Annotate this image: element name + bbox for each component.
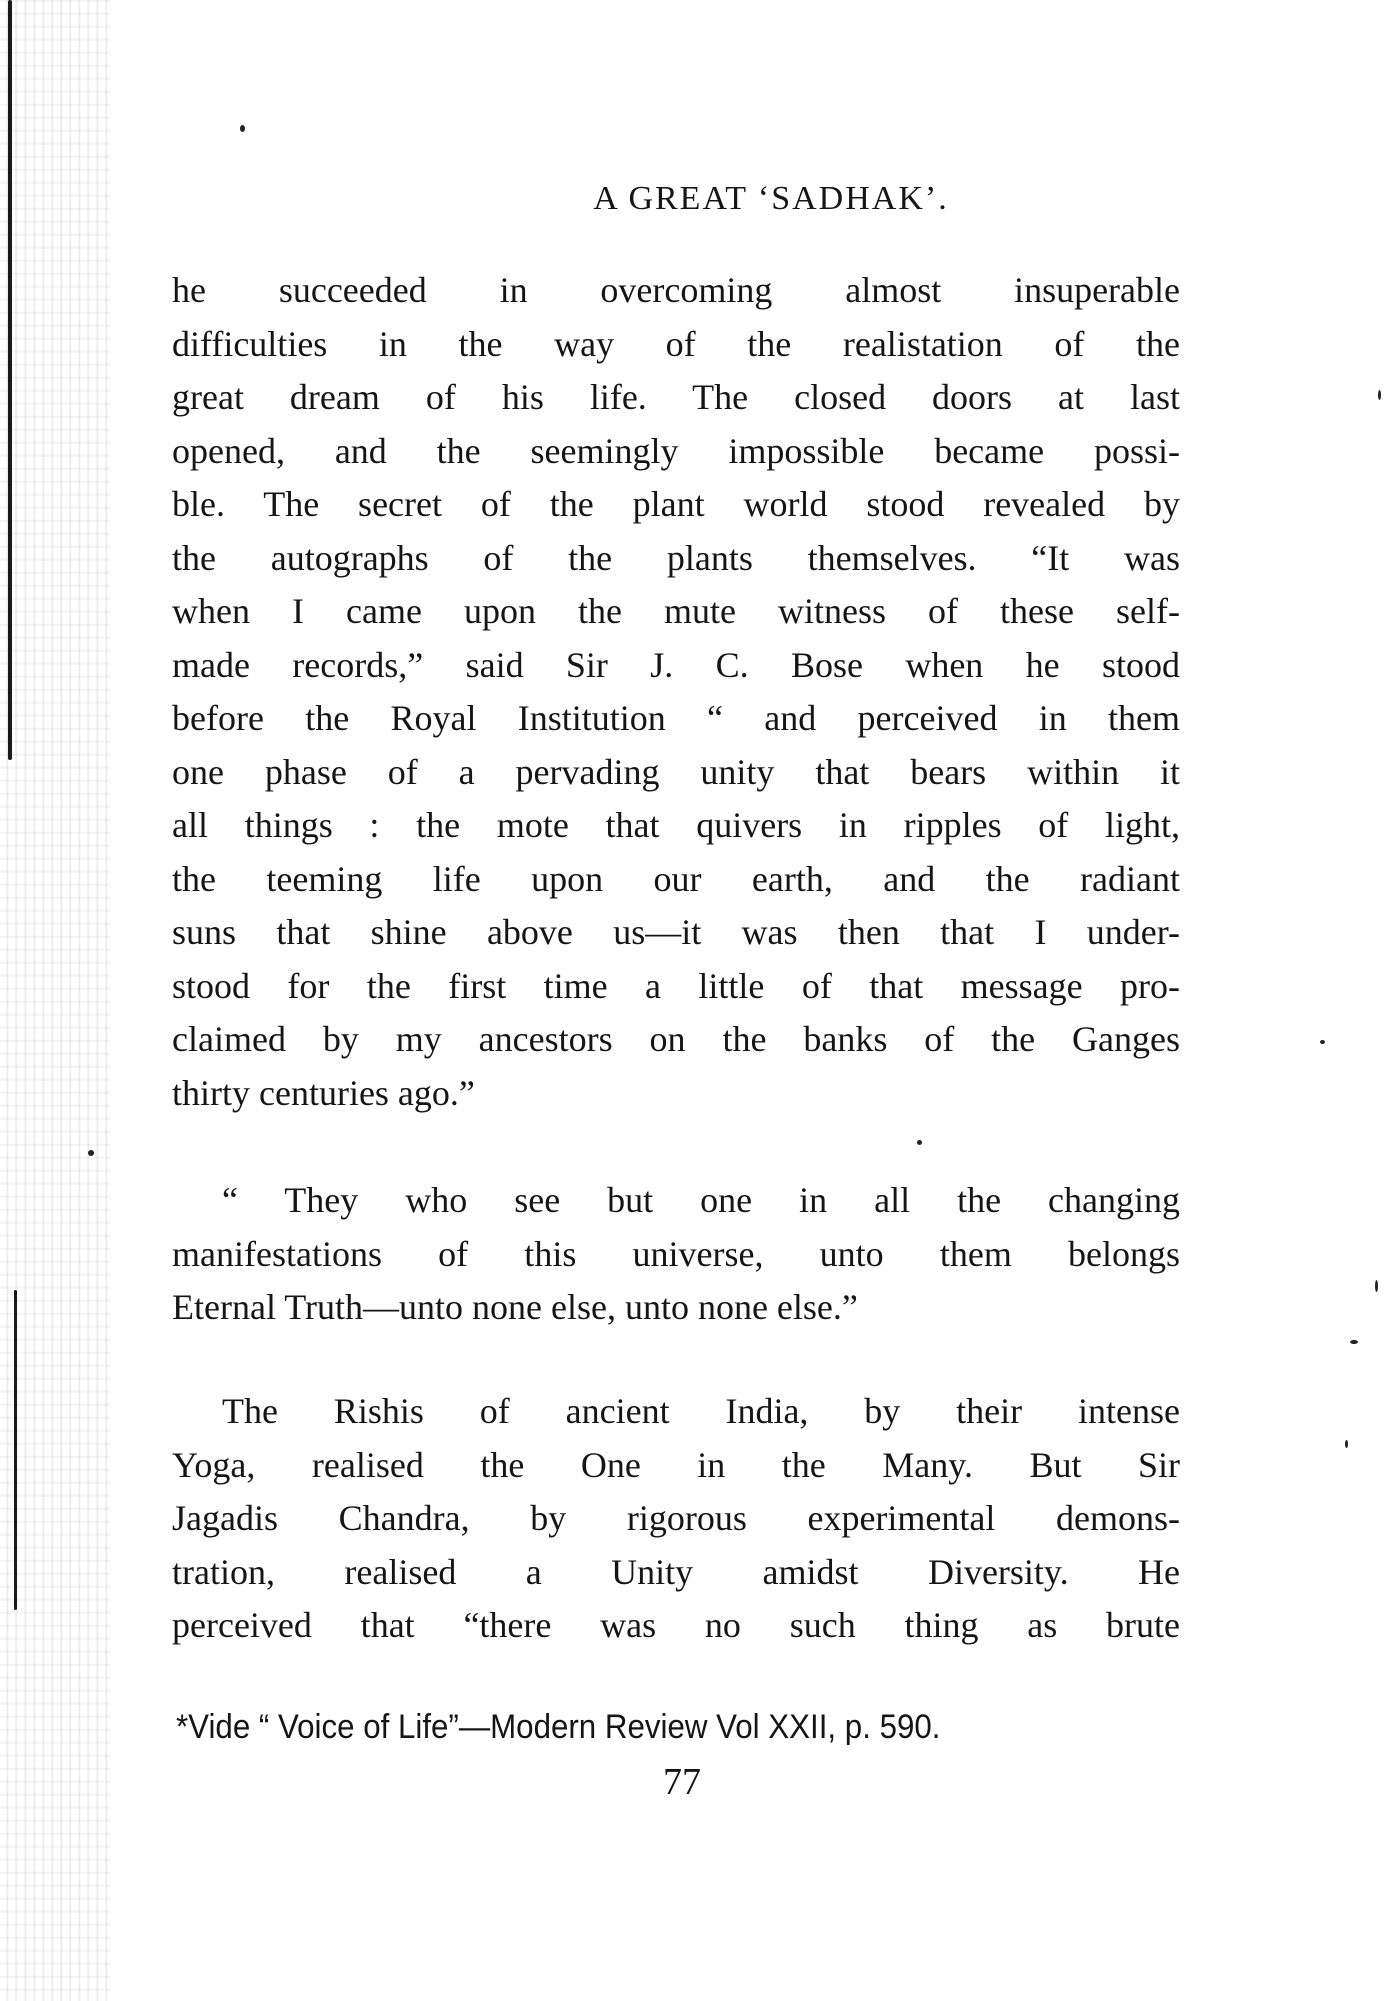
- paragraph-3: [172, 1385, 1180, 1653]
- text-line: the autographs of the plants themselves. “It was: [172, 537, 1180, 578]
- text-line: tration, realised a Unity amidst Diversity. He: [172, 1551, 1180, 1592]
- text-line: before the Royal Institution “ and perceived in them: [172, 698, 1180, 738]
- text-line: stood for the first time a little of that message pro-: [172, 965, 1180, 1006]
- text-line: The Rishis of ancient India, by their intense: [222, 1391, 1180, 1431]
- scan-speck: [917, 1140, 922, 1145]
- scan-speck: [88, 1150, 94, 1156]
- text-line: suns that shine above us—it was then that I under-: [172, 912, 1180, 952]
- paragraph-1: [172, 264, 1180, 1120]
- text-line: ble. The secret of the plant world stood revealed by: [172, 484, 1180, 524]
- scan-edge-line: [8, 0, 12, 760]
- text-line: all things : the mote that quivers in ripples of light,: [172, 805, 1180, 845]
- running-head: [0, 180, 1392, 218]
- footnote: *Vide “ Voice of Life”—Modern Review Vol XXII, p. 590.: [176, 1708, 941, 1746]
- running-head-text: A GREAT ‘SADHAK’.: [593, 180, 949, 217]
- scan-speck: [1375, 1280, 1378, 1292]
- text-line: when I came upon the mute witness of these self-: [172, 591, 1180, 631]
- text-line: difficulties in the way of the realistation of the: [172, 323, 1180, 364]
- scan-edge-noise: [0, 0, 110, 2001]
- text-line: great dream of his life. The closed doors at last: [172, 377, 1180, 417]
- text-line: made records,” said Sir J. C. Bose when he stood: [172, 644, 1180, 685]
- text-line: thirty centuries ago.”: [172, 1072, 475, 1113]
- scan-speck: [1345, 1440, 1348, 1448]
- scan-speck: [1320, 1040, 1325, 1044]
- text-line: opened, and the seemingly impossible became possi-: [172, 430, 1180, 471]
- scan-edge-line: [14, 1290, 17, 1610]
- text-line: Eternal Truth—unto none else, unto none else.”: [172, 1287, 858, 1327]
- text-line: Yoga, realised the One in the Many. But Sir: [172, 1444, 1180, 1485]
- scan-speck: [240, 125, 245, 132]
- text-line: perceived that “there was no such thing as brute: [172, 1605, 1180, 1645]
- page-number: [0, 1760, 1392, 1804]
- page-number-text: 77: [663, 1761, 701, 1803]
- scan-speck: [1350, 1340, 1358, 1344]
- text-line: he succeeded in overcoming almost insuperable: [172, 270, 1180, 310]
- text-line: one phase of a pervading unity that bears within it: [172, 751, 1180, 792]
- text-line: manifestations of this universe, unto them belongs: [172, 1233, 1180, 1274]
- text-line: Jagadis Chandra, by rigorous experimental demons-: [172, 1498, 1180, 1538]
- text-line: “ They who see but one in all the changing: [222, 1180, 1180, 1220]
- scan-speck: [1378, 390, 1381, 400]
- paragraph-2: [172, 1174, 1180, 1335]
- text-line: the teeming life upon our earth, and the radiant: [172, 858, 1180, 899]
- text-line: claimed by my ancestors on the banks of the Ganges: [172, 1019, 1180, 1059]
